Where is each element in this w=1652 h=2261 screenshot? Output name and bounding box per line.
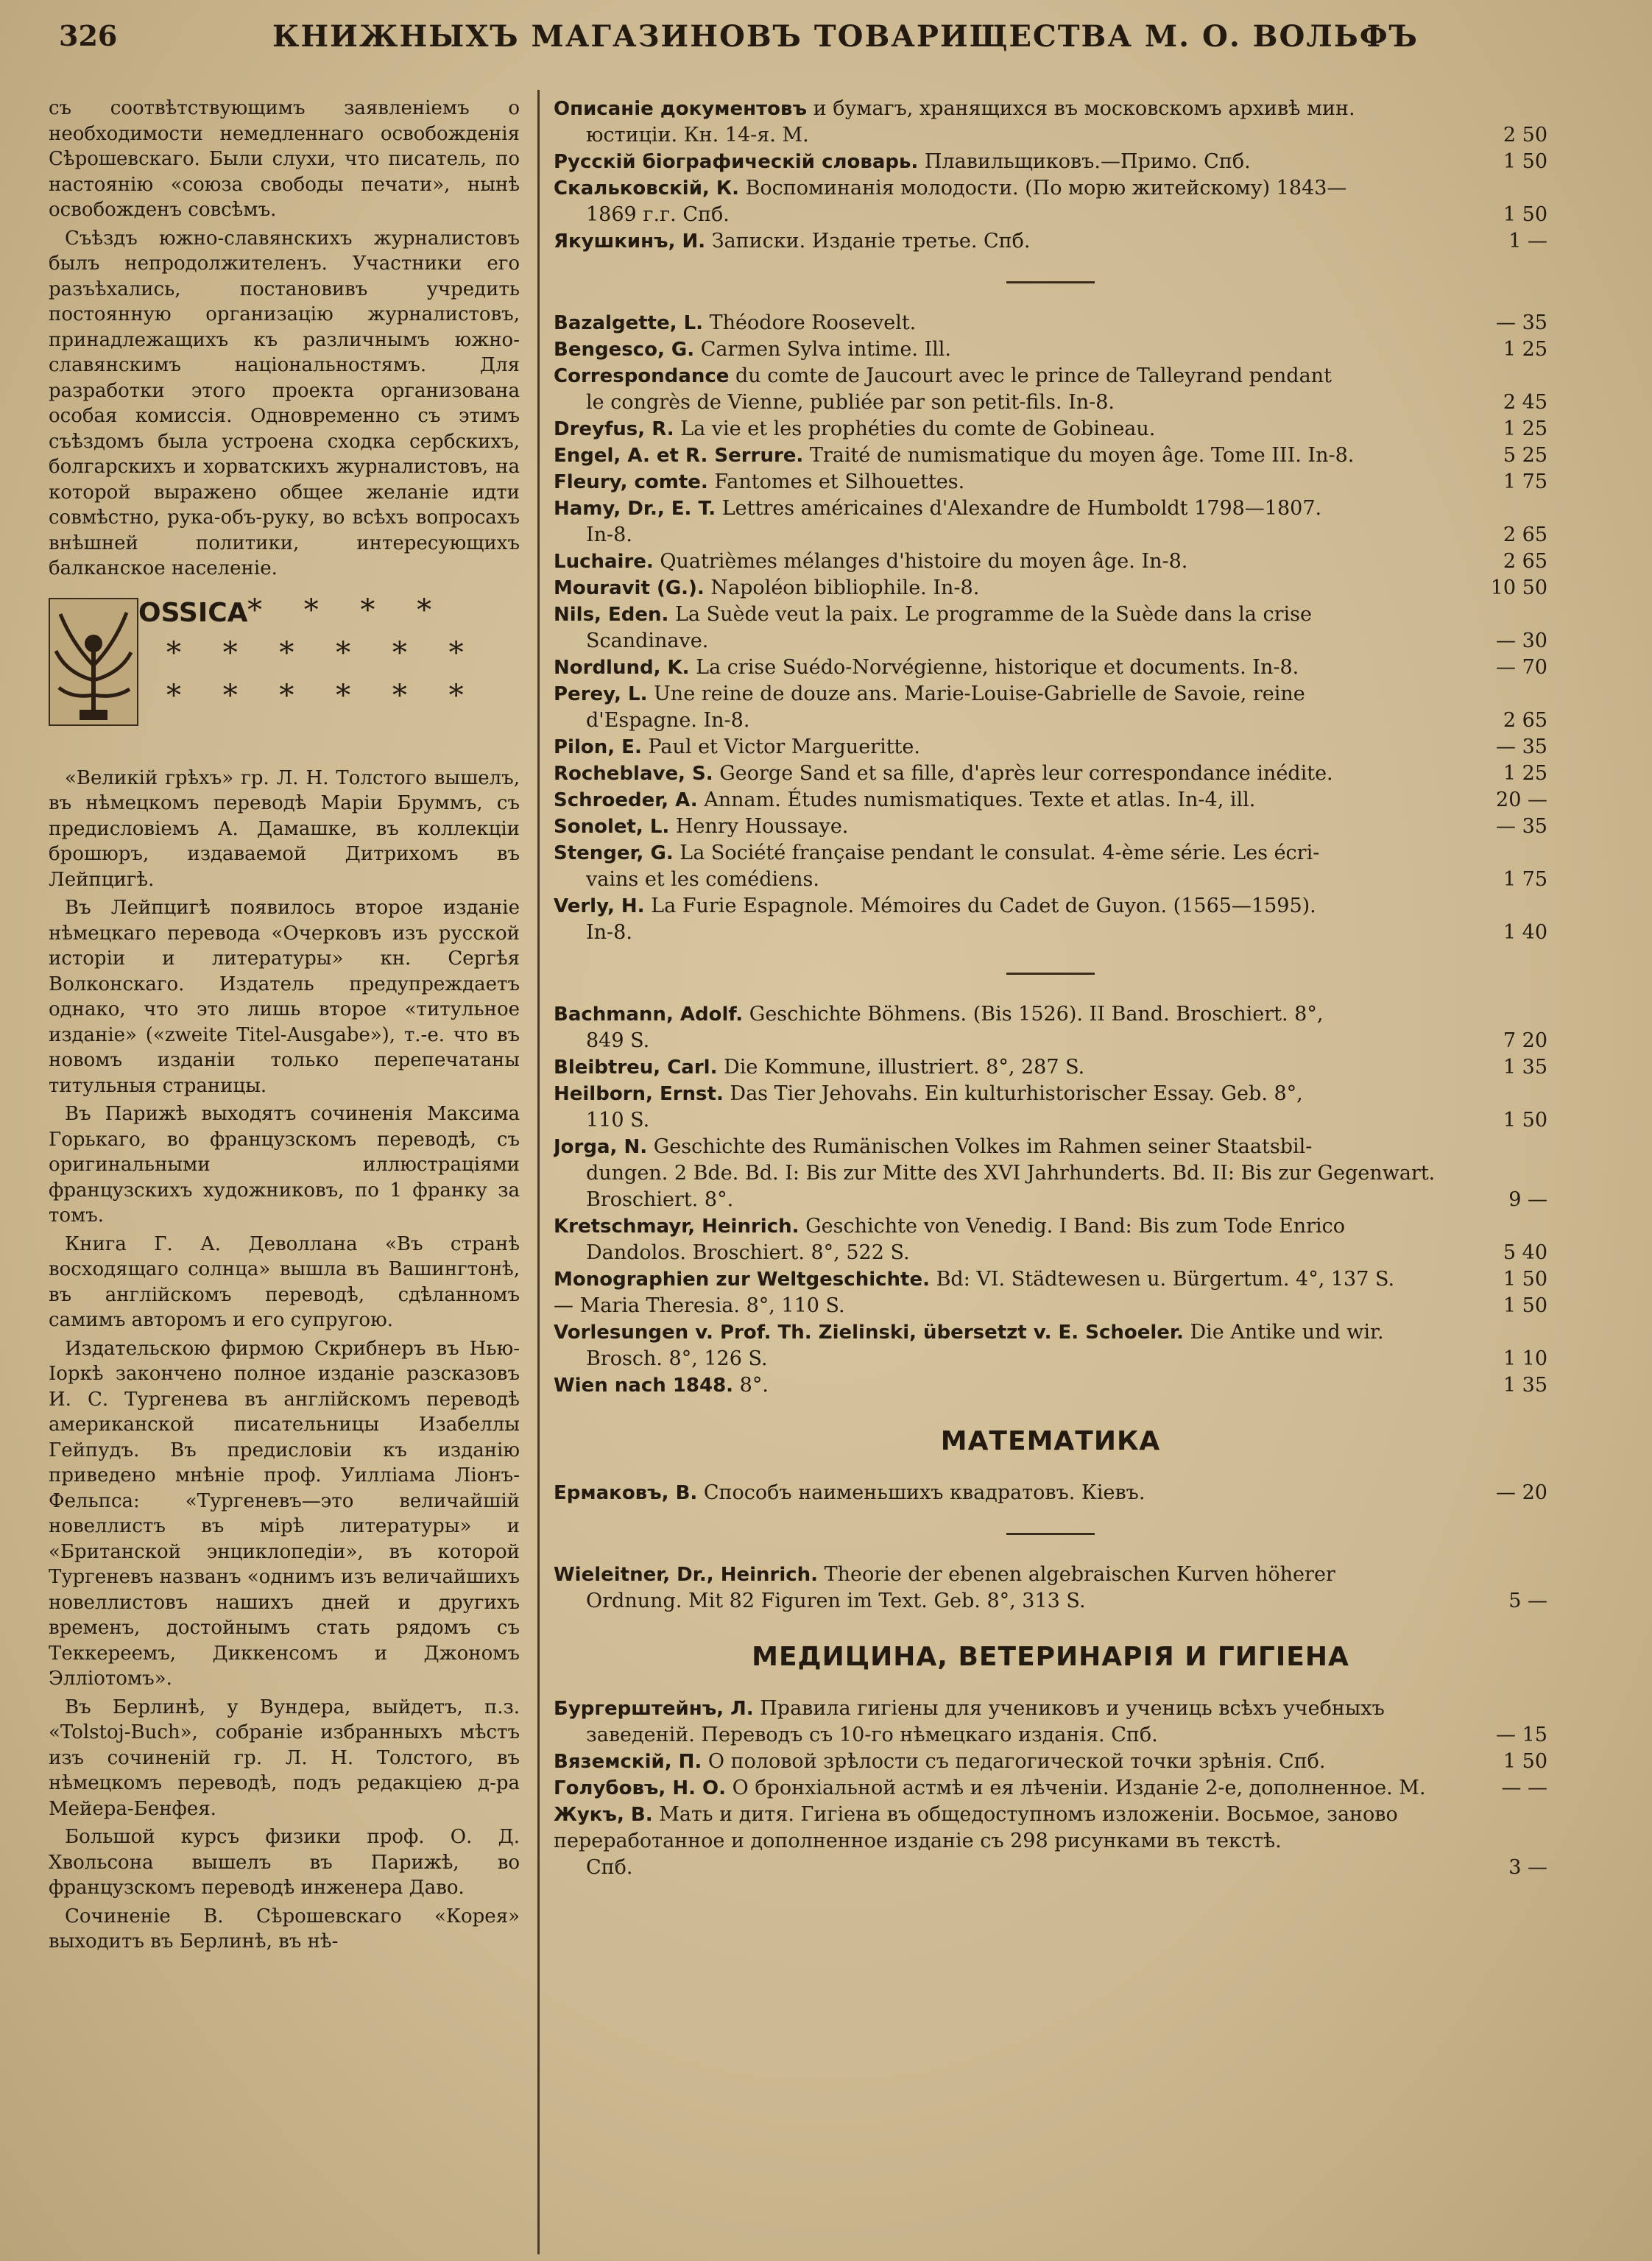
entry-author: Hamy, Dr., E. T. (554, 498, 716, 520)
catalog-entry (554, 602, 1547, 655)
catalog-entry (554, 1749, 1547, 1775)
entry-line (554, 228, 1459, 255)
entry-price: — 30 (1496, 629, 1547, 652)
entry-line (554, 814, 1459, 840)
entry-title: Traité de numismatique du moyen âge. Tome III. In-8. (809, 444, 1355, 467)
entry-author: Luchaire. (554, 551, 654, 573)
entry-author: Ермаковъ, В. (554, 1482, 698, 1504)
entry-price: 5 40 (1503, 1241, 1547, 1264)
entry-line (554, 761, 1459, 787)
entry-author: Wien nach 1848. (554, 1375, 734, 1397)
catalog-entry (554, 469, 1547, 495)
entry-price: 1 — (1508, 230, 1547, 253)
entry-line (554, 655, 1459, 681)
entry-price: — — (1501, 1777, 1547, 1799)
entry-continuation: заведеній. Переводъ съ 10-го нѣмецкаго изданія. Спб. (586, 1724, 1158, 1746)
entry-price: 1 25 (1503, 417, 1547, 440)
catalog-entry (554, 681, 1547, 734)
entry-line (554, 175, 1459, 202)
catalog-entry (554, 655, 1547, 681)
entry-title: Geschichte des Rumänischen Volkes im Rahmen seiner Staatsbil- (653, 1135, 1313, 1158)
entry-title: Правила гигіены для учениковъ и учениць всѣхъ учебныхъ (760, 1697, 1385, 1720)
entry-continuation: dungen. 2 Bde. Bd. I: Bis zur Mitte des XVI Jahrhunderts. Bd. II: Bis zur Gegenwart. Broschiert. 8°. (586, 1162, 1436, 1211)
catalog-entry (554, 1480, 1547, 1506)
section-title-mathematics: МАТЕМАТИКА (940, 1426, 1161, 1456)
catalog-group (554, 1480, 1547, 1506)
entry-line (554, 602, 1459, 628)
rossica-emblem-icon (49, 598, 138, 726)
entry-line (554, 363, 1459, 389)
entry-continuation: Ordnung. Mit 82 Figuren im Text. Geb. 8°, 313 S. (586, 1590, 1086, 1612)
section-divider (1006, 281, 1095, 283)
entry-author: Monographien zur Weltgeschichte. (554, 1269, 930, 1291)
paragraph: Сочиненіе В. Сѣрошевскаго «Корея» выходитъ въ Берлинѣ, въ нѣ- (49, 1905, 520, 1953)
entry-price: 1 25 (1503, 338, 1547, 361)
catalog-entry (554, 1562, 1547, 1615)
entry-title: Napoléon bibliophile. In-8. (710, 576, 980, 599)
entry-author: Heilborn, Ernst. (554, 1083, 724, 1105)
entry-author: Вяземскій, П. (554, 1751, 702, 1773)
entry-continuation: 849 S. (586, 1029, 650, 1052)
entry-price: 1 50 (1503, 1268, 1547, 1291)
catalog-entry (554, 175, 1547, 228)
catalog-group (554, 1696, 1547, 1881)
catalog-entry (554, 1001, 1547, 1054)
entry-author: Stenger, G. (554, 842, 674, 864)
entry-author: Wieleitner, Dr., Heinrich. (554, 1564, 819, 1586)
catalog-entry (554, 840, 1547, 893)
catalog-entry (554, 149, 1547, 175)
entry-price: 1 75 (1503, 868, 1547, 891)
entry-author: Kretschmayr, Heinrich. (554, 1216, 799, 1238)
entry-author: Pilon, E. (554, 736, 642, 758)
catalog-entry (554, 442, 1547, 469)
entry-author: Скальковскій, К. (554, 177, 739, 200)
entry-line (554, 336, 1459, 363)
entry-line (554, 893, 1459, 920)
catalog-entry (554, 1293, 1547, 1319)
catalog-entry (554, 814, 1547, 840)
entry-title: Quatrièmes mélanges d'histoire du moyen âge. In-8. (660, 550, 1188, 573)
entry-author: Dreyfus, R. (554, 418, 674, 440)
rossica-title: OSSICA (138, 597, 248, 628)
entry-line (554, 416, 1459, 442)
entry-price: 1 50 (1503, 1109, 1547, 1132)
paragraph: Книга Г. А. Деволлана «Въ странѣ восходящаго солнца» вышла въ Вашингтонѣ, въ англійскомъ переводѣ, сдѣланномъ самимъ авторомъ и его супругою. (49, 1232, 520, 1331)
entry-author: Fleury, comte. (554, 471, 708, 493)
entry-line (554, 310, 1459, 336)
entry-author: Correspondance (554, 365, 730, 387)
entry-line (554, 1802, 1459, 1855)
entry-title: Das Tier Jehovahs. Ein kulturhistorischer Essay. Geb. 8°, (730, 1082, 1303, 1105)
entry-price: 3 — (1508, 1856, 1547, 1879)
entry-line (554, 1213, 1459, 1240)
entry-continuation: vains et les comédiens. (586, 868, 819, 891)
catalog-entry (554, 549, 1547, 575)
entry-title: Плавильщиковъ.—Примо. Спб. (924, 150, 1251, 173)
catalog-group (554, 1001, 1547, 1399)
ornament-stars: * * * * * * (166, 678, 480, 713)
entry-line (554, 442, 1459, 469)
entry-author: Голубовъ, Н. О. (554, 1777, 727, 1799)
entry-line (554, 549, 1459, 575)
catalog-entry (554, 1319, 1547, 1372)
catalog-entry (554, 1213, 1547, 1266)
catalog-entry (554, 1081, 1547, 1134)
entry-title: Bd: VI. Städtewesen u. Bürgertum. 4°, 137 S. (936, 1268, 1395, 1291)
entry-line (554, 1293, 1459, 1319)
entry-title: La vie et les prophéties du comte de Gobineau. (680, 417, 1156, 440)
section-divider (1006, 973, 1095, 975)
entry-continuation: d'Espagne. In-8. (586, 709, 750, 732)
rossica-heading (49, 593, 520, 752)
entry-continuation: юстиціи. Кн. 14-я. М. (586, 124, 809, 147)
entry-continuation: In-8. (586, 921, 632, 944)
entry-author: Jorga, N. (554, 1136, 648, 1158)
catalog-entry (554, 734, 1547, 761)
entry-line (554, 96, 1459, 122)
right-column (554, 96, 1547, 2253)
entry-price: 2 50 (1503, 124, 1547, 147)
entry-author: Описаніе документовъ (554, 98, 808, 120)
column-divider (537, 90, 540, 2254)
entry-price: — 20 (1496, 1481, 1547, 1504)
catalog-entry (554, 893, 1547, 946)
entry-author: Bachmann, Adolf. (554, 1003, 744, 1026)
entry-line (554, 1480, 1459, 1506)
entry-line (554, 469, 1459, 495)
catalog-group (554, 1562, 1547, 1615)
entry-price: 2 65 (1503, 709, 1547, 732)
catalog-entry (554, 416, 1547, 442)
entry-line (554, 575, 1459, 602)
entry-line (554, 1001, 1459, 1028)
catalog-entry (554, 228, 1547, 255)
catalog-entry (554, 1372, 1547, 1399)
entry-price: 1 25 (1503, 762, 1547, 785)
entry-price: 7 20 (1503, 1029, 1547, 1052)
entry-continuation: le congrès de Vienne, publiée par son petit-fils. In-8. (586, 391, 1115, 414)
entry-title: La Suède veut la paix. Le programme de la Suède dans la crise (674, 603, 1312, 626)
catalog-entry (554, 787, 1547, 814)
catalog-entry (554, 1266, 1547, 1293)
entry-price: 20 — (1496, 789, 1547, 811)
paragraph: Въ Берлинѣ, у Вундера, выйдетъ, п.з. «Tolstoj-Buch», собраніе избранныхъ мѣстъ изъ сочиненій гр. Л. Н. Толстого, въ нѣмецкомъ переводѣ, подъ редакціею д-ра Мейера-Бенфея. (49, 1696, 520, 1820)
entry-title: Geschichte Böhmens. (Bis 1526). II Band. Broschiert. 8°, (749, 1003, 1324, 1026)
entry-price: — 15 (1496, 1724, 1547, 1746)
entry-line (554, 495, 1459, 522)
catalog-entry (554, 1696, 1547, 1749)
catalog-entry (554, 1054, 1547, 1081)
catalog-group (554, 310, 1547, 946)
paragraph: Съѣздъ южно-славянскихъ журналистовъ былъ непродолжителенъ. Участники его разъѣхались, постановивъ учредить постоянную организацію журналистовъ, принадлежащихъ къ различнымъ южно-славянскимъ національностямъ. Для разработки этого проекта организована особая комиссія. Одновременно съ этимъ съѣздомъ была устроена сходка сербскихъ, болгарскихъ и хорватскихъ журналистовъ, на которой выражено общее желаніе идти совмѣстно, рука-объ-руку, во всѣхъ вопросахъ внѣшней политики, интересующихъ балканское населеніе. (49, 227, 520, 579)
entry-price: 2 65 (1503, 550, 1547, 573)
catalog-entry (554, 96, 1547, 149)
entry-price: 2 45 (1503, 391, 1547, 414)
entry-price: 1 50 (1503, 203, 1547, 226)
entry-price: 5 — (1508, 1590, 1547, 1612)
catalog-group (554, 96, 1547, 255)
entry-title: La Société française pendant le consulat. 4-ème série. Les écri- (679, 842, 1320, 864)
entry-author: Bengesco, G. (554, 339, 695, 361)
section-title-medicine: МЕДИЦИНА, ВЕТЕРИНАРІЯ И ГИГІЕНА (752, 1642, 1349, 1672)
entry-price: 1 40 (1503, 921, 1547, 944)
entry-line (554, 840, 1459, 867)
entry-price: 2 65 (1503, 523, 1547, 546)
entry-price: 1 10 (1503, 1347, 1547, 1370)
entry-line (554, 734, 1459, 761)
entry-price: 1 35 (1503, 1056, 1547, 1079)
entry-price: 5 25 (1503, 444, 1547, 467)
page-number: 326 (59, 19, 118, 52)
entry-title: Paul et Victor Margueritte. (648, 736, 920, 758)
entry-continuation: Brosch. 8°, 126 S. (586, 1347, 768, 1370)
entry-title: La Furie Espagnole. Mémoires du Cadet de Guyon. (1565—1595). (651, 895, 1316, 917)
entry-price: — 35 (1496, 311, 1547, 334)
entry-author: Mouravit (G.). (554, 577, 705, 599)
entry-price: 10 50 (1490, 576, 1547, 599)
entry-price: 1 50 (1503, 1294, 1547, 1317)
entry-title: Die Antike und wir. (1190, 1321, 1384, 1344)
entry-author: Жукъ, В. (554, 1804, 653, 1826)
entry-author: Schroeder, A. (554, 789, 698, 811)
catalog-entry (554, 761, 1547, 787)
entry-continuation: 110 S. (586, 1109, 650, 1132)
page-header (29, 19, 1620, 63)
paragraph: съ соотвѣтствующимъ заявленіемъ о необходимости немедленнаго освобожденія Сѣрошевскаго. Были слухи, что писатель, по настоянію «союза свободы печати», нынѣ освобожденъ совсѣмъ. (49, 97, 520, 221)
entry-author: Nordlund, K. (554, 657, 690, 679)
paragraph: Большой курсъ физики проф. О. Д. Хвольсона вышелъ въ Парижѣ, во французскомъ переводѣ инженера Даво. (49, 1826, 520, 1899)
running-title: КНИЖНЫХЪ МАГАЗИНОВЪ ТОВАРИЩЕСТВА М. О. ВОЛЬФЪ (272, 19, 1419, 54)
paragraph: Издательскою фирмою Скрибнеръ въ Нью-Іоркѣ закончено полное изданіе разсказовъ И. С. Тургенева въ англійскомъ переводѣ американской писательницы Изабеллы Гейпудъ. Въ предисловіи къ изданію приведено мнѣніе проф. Уилліама Ліонъ-Фельпса: «Тургеневъ—это величайшій новеллистъ въ мірѣ литературы» и «Британской энциклопедіи», въ которой Тургеневъ названъ «однимъ изъ величайшихъ новеллистовъ нашихъ дней и другихъ временъ, достойнымъ стать рядомъ съ Теккереемъ, Диккенсомъ и Джономъ Элліотомъ». (49, 1337, 520, 1690)
entry-line (554, 1081, 1459, 1107)
entry-line (554, 1775, 1459, 1802)
entry-title: La crise Suédo-Norvégienne, historique et documents. In-8. (696, 656, 1299, 679)
entry-title: Carmen Sylva intime. Ill. (700, 338, 952, 361)
ornament-stars: * * * * (247, 593, 448, 627)
entry-author: Perey, L. (554, 683, 648, 705)
entry-continuation: Спб. (586, 1856, 633, 1879)
entry-continuation: Scandinave. (586, 629, 709, 652)
entry-title: Theorie der ebenen algebraischen Kurven höherer (824, 1563, 1335, 1586)
entry-price: 1 50 (1503, 150, 1547, 173)
entry-title: Lettres américaines d'Alexandre de Humboldt 1798—1807. (721, 497, 1322, 520)
entry-line (554, 1562, 1459, 1588)
entry-line (554, 1372, 1459, 1399)
entry-author: Bleibtreu, Carl. (554, 1057, 718, 1079)
catalog-entry (554, 495, 1547, 549)
entry-line (554, 681, 1459, 708)
entry-title: George Sand et sa fille, d'après leur correspondance inédite. (719, 762, 1333, 785)
entry-title: Способъ наименьшихъ квадратовъ. Кіевъ. (703, 1481, 1146, 1504)
entry-title: О половой зрѣлости съ педагогической точки зрѣнія. Спб. (707, 1750, 1326, 1773)
entry-title: Geschichte von Venedig. I Band: Bis zum Tode Enrico (805, 1215, 1346, 1238)
entry-title: Мать и дитя. Гигіена въ общедоступномъ изложеніи. Восьмое, заново переработанное и дополненное изданіе съ 298 рисунками въ текстѣ. (554, 1803, 1398, 1852)
entry-price: — 70 (1496, 656, 1547, 679)
left-column (49, 96, 520, 2253)
entry-continuation: Dandolos. Broschiert. 8°, 522 S. (586, 1241, 910, 1264)
entry-price: 1 75 (1503, 470, 1547, 493)
entry-continuation: 1869 г.г. Спб. (586, 203, 730, 226)
entry-author: Bazalgette, L. (554, 312, 704, 334)
entry-author: Русскій біографическій словарь. (554, 151, 919, 173)
entry-title: 8°. (739, 1374, 769, 1397)
entry-price: — 35 (1496, 815, 1547, 838)
catalog-entry (554, 1134, 1547, 1213)
entry-price: 1 50 (1503, 1750, 1547, 1773)
paragraph: Въ Парижѣ выходятъ сочиненія Максима Горькаго, во французскомъ переводѣ, съ оригинальными иллюстраціями французскихъ художниковъ, по 1 франку за томъ. (49, 1103, 520, 1227)
entry-title: du comte de Jaucourt avec le prince de Talleyrand pendant (735, 364, 1332, 387)
entry-title: О бронхіальной астмѣ и ея лѣченіи. Изданіе 2-е, дополненное. М. (732, 1777, 1426, 1799)
entry-line (554, 787, 1459, 814)
entry-title: Annam. Études numismatiques. Texte et atlas. In-4, ill. (704, 789, 1256, 811)
catalog-entry (554, 363, 1547, 416)
entry-title: Une reine de douze ans. Marie-Louise-Gabrielle de Savoie, reine (654, 682, 1305, 705)
entry-author: Nils, Eden. (554, 604, 669, 626)
entry-title: Воспоминанія молодости. (По морю житейскому) 1843— (745, 177, 1347, 200)
entry-line (554, 1696, 1459, 1722)
entry-line (554, 1749, 1459, 1775)
entry-author: Якушкинъ, И. (554, 230, 706, 253)
entry-price: 1 35 (1503, 1374, 1547, 1397)
section-divider (1006, 1533, 1095, 1535)
ornament-stars: * * * * * * (166, 635, 480, 670)
entry-title: и бумагъ, хранящихся въ московскомъ архивѣ мин. (813, 97, 1355, 120)
catalog-entry (554, 1775, 1547, 1802)
catalog-entry (554, 1802, 1547, 1881)
entry-author: Sonolet, L. (554, 816, 670, 838)
catalog-entry (554, 310, 1547, 336)
entry-author: Verly, H. (554, 895, 645, 917)
entry-title: Fantomes et Silhouettes. (714, 470, 965, 493)
entry-author: Rocheblave, S. (554, 763, 713, 785)
entry-line (554, 1054, 1459, 1081)
entry-price: 9 — (1508, 1188, 1547, 1211)
entry-title: Théodore Roosevelt. (709, 311, 917, 334)
entry-line (554, 149, 1459, 175)
entry-line (554, 1266, 1459, 1293)
paragraph: «Великій грѣхъ» гр. Л. Н. Толстого вышелъ, въ нѣмецкомъ переводѣ Маріи Бруммъ, съ предисловіемъ А. Дамашке, въ коллекціи брошюръ, издаваемой Дитрихомъ въ Лейпцигѣ. (49, 766, 520, 891)
entry-author: Engel, A. et R. Serrure. (554, 445, 804, 467)
entry-line (554, 1319, 1459, 1346)
entry-author: Vorlesungen v. Prof. Th. Zielinski, übersetzt v. E. Schoeler. (554, 1322, 1184, 1344)
entry-line (554, 1134, 1459, 1160)
entry-title: Записки. Изданіе третье. Спб. (711, 230, 1031, 253)
entry-title: Die Kommune, illustriert. 8°, 287 S. (724, 1056, 1085, 1079)
entry-continuation: In-8. (586, 523, 632, 546)
entry-title: — Maria Theresia. 8°, 110 S. (554, 1294, 845, 1317)
entry-author: Бургерштейнъ, Л. (554, 1698, 754, 1720)
paragraph: Въ Лейпцигѣ появилось второе изданіе нѣмецкаго перевода «Очерковъ изъ русской исторіи и литературы» кн. Сергѣя Волконскаго. Издатель предупреждаетъ однако, что это лишь второе «титульное изданіе» («zweite Titel-Ausgabe»), т.-е. что въ новомъ изданіи только перепечатаны титульныя страницы. (49, 897, 520, 1097)
catalog-entry (554, 336, 1547, 363)
catalog-entry (554, 575, 1547, 602)
entry-price: — 35 (1496, 736, 1547, 758)
entry-title: Henry Houssaye. (675, 815, 849, 838)
